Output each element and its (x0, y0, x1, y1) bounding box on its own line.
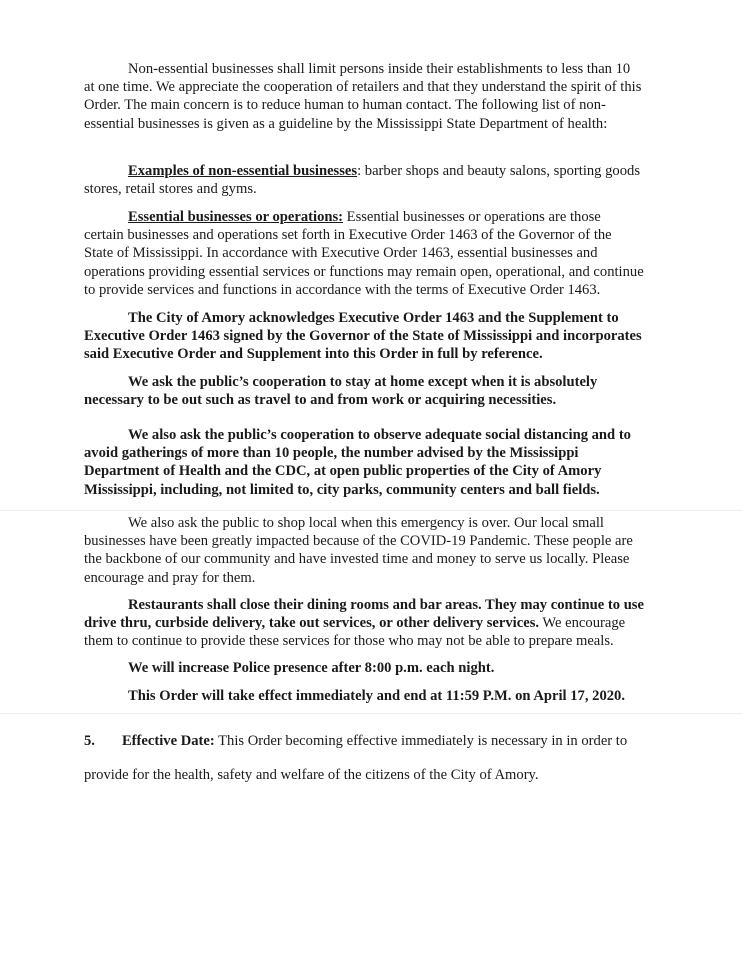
restaurants-bold-text: Restaurants shall close their dining rooms and bar areas. They may continue to use drive thru, curbside delivery, take out services, or other delivery services. (84, 597, 644, 632)
restaurants-regular-text: We encourage them to continue to provide these services for those who may not be able to prepare meals. (84, 615, 626, 650)
essential-businesses-text: Essential businesses or operations are those certain businesses and operations set forth in Executive Order 1463 of the Governor of the State of Mississippi. In accordance with Executive Order 1463, essential businesses and operations providing essential services or functions may remain open, operational, and continue to provide services and functions in accordance with the terms of Executive Order 1463. (84, 209, 644, 298)
paragraph-order-effect: This Order will take effect immediately and end at 11:59 P.M. on April 17, 2020. (128, 688, 625, 704)
paragraph-police-presence: We will increase Police presence after 8:00 p.m. each night. (128, 660, 495, 676)
paragraph-non-essential-limit: Non-essential businesses shall limit persons inside their establishments to less than 10 at one time. We appreciate the cooperation of retailers and that they understand the spirit of this Order. The main concern is to reduce human to human contact. The following list of non-essential businesses is given as a guideline by the Mississippi State Department of health: (84, 61, 642, 132)
scan-fold-line-lower (0, 713, 742, 714)
paragraph-social-distancing: We also ask the public’s cooperation to observe adequate social distancing and to avoid gatherings of more than 10 people, the number advised by the Mississippi Department of Health and the CDC, at open public properties of the City of Amory Mississippi, including, not limited to, city parks, community centers and ball fields. (84, 427, 631, 498)
paragraph-essential-businesses (84, 208, 644, 299)
section-5-body-line-1: This Order becoming effective immediately is necessary in in order to (214, 733, 628, 749)
paragraph-executive-order-acknowledgement: The City of Amory acknowledges Executive Order 1463 and the Supplement to Executive Order 1463 signed by the Governor of the State of Mississippi and incorporates said Executive Order and Supplement into this Order in full by reference. (84, 310, 642, 363)
non-essential-examples-text: : barber shops and beauty salons, sporting goods stores, retail stores and gyms. (84, 163, 640, 198)
paragraph-non-essential-examples (84, 162, 644, 198)
essential-heading: Essential businesses or operations: (128, 209, 344, 225)
paragraph-stay-at-home: We ask the public’s cooperation to stay at home except when it is absolutely necessary to be out such as travel to and from work or acquiring necessities. (84, 374, 598, 409)
paragraph-restaurants (84, 596, 644, 651)
scan-fold-line (0, 510, 742, 511)
section-5-line-2: provide for the health, safety and welfare of the citizens of the City of Amory. (84, 767, 539, 783)
section-5-line-1 (84, 733, 654, 750)
paragraph-shop-local: We also ask the public to shop local when this emergency is over. Our local small businesses have been greatly impacted because of the COVID-19 Pandemic. These people are the backbone of our community and have invested time and money to serve us locally. Please encourage and pray for them. (84, 515, 633, 586)
non-essential-heading: Examples of non-essential businesses (128, 163, 358, 179)
section-5-heading: Effective Date: (121, 733, 215, 749)
section-5-number: 5. (84, 733, 95, 749)
